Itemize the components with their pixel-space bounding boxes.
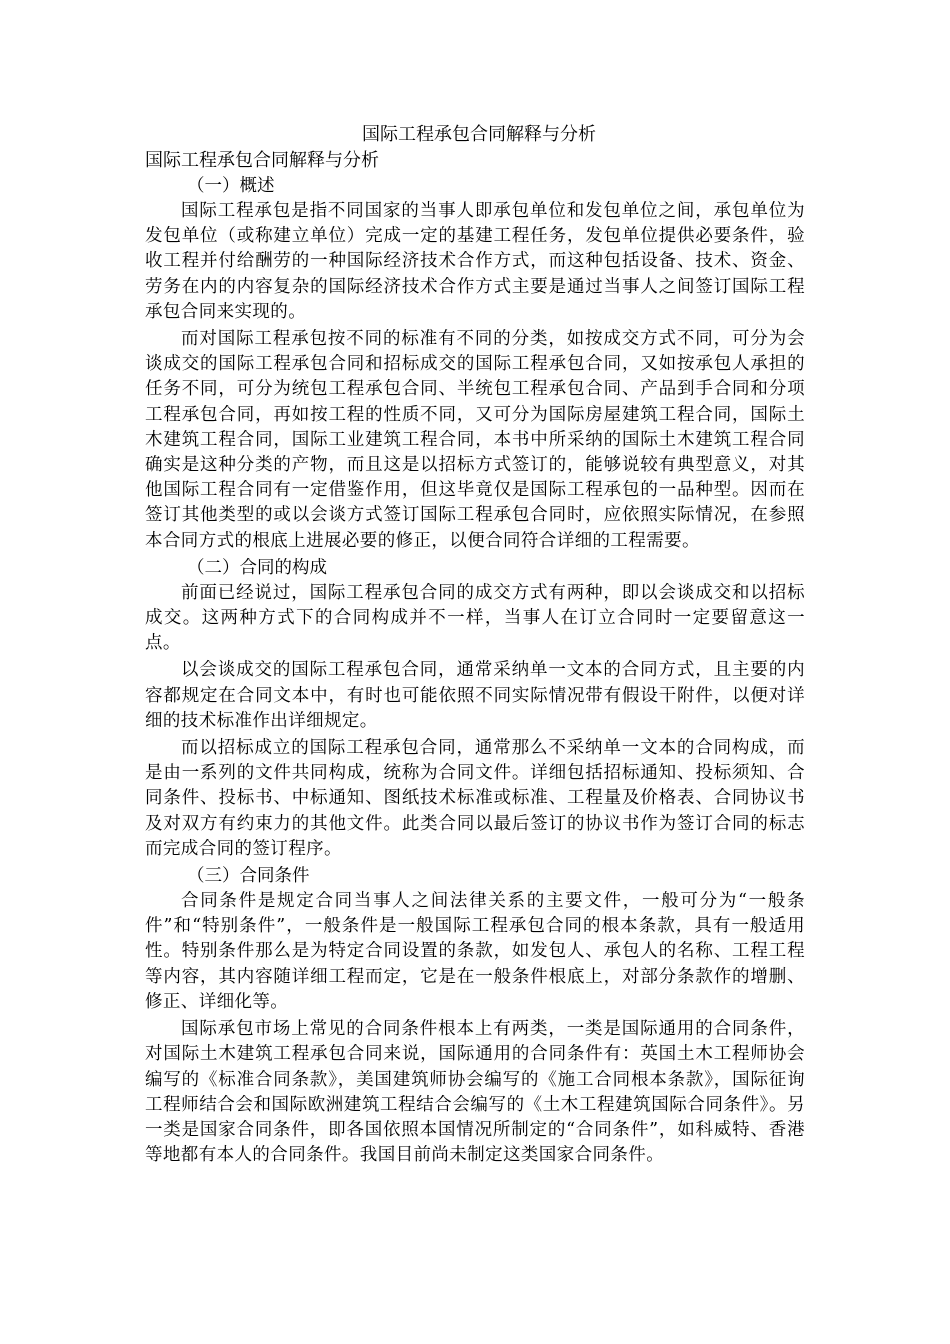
paragraph: 而以招标成立的国际工程承包合同，通常那么不采纳单一文本的合同构成，而是由一系列的文件共同构成，统称为合同文件。详细包括招标通知、投标须知、合同条件、投标书、中标通知、图纸技术标准或标准、工程量及价格表、合同协议书及对双方有约束力的其他文件。此类合同以最后签订的协议书作为签订合同的标志而完成合同的签订程序。 <box>145 738 805 859</box>
paragraph: 前面已经说过，国际工程承包合同的成交方式有两种，即以会谈成交和以招标成交。这两种方式下的合同构成并不一样，当事人在订立合同时一定要留意这一点。 <box>145 582 805 654</box>
document-page <box>145 122 805 1170</box>
section-heading: （三）合同条件 <box>187 866 310 887</box>
paragraph: 而对国际工程承包按不同的标准有不同的分类，如按成交方式不同，可分为会谈成交的国际工程承包合同和招标成交的国际工程承包合同，又如按承包人承担的任务不同，可分为统包工程承包合同、半统包工程承包合同、产品到手合同和分项工程承包合同，再如按工程的性质不同，又可分为国际房屋建筑工程合同，国际土木建筑工程合同，国际工业建筑工程合同，本书中所采纳的国际土木建筑工程合同确实是这种分类的产物，而且这是以招标方式签订的，能够说较有典型意义，对其他国际工程合同有一定借鉴作用，但这毕竟仅是国际工程承包的一品种型。因而在签订其他类型的或以会谈方式签订国际工程承包合同时，应依照实际情况，在参照本合同方式的根底上进展必要的修正，以便合同符合详细的工程需要。 <box>145 329 805 551</box>
paragraph: 合同条件是规定合同当事人之间法律关系的主要文件，一般可分为“一般条件”和“特别条件”，一般条件是一般国际工程承包合同的根本条款，具有一般适用性。特别条件那么是为特定合同设置的条款，如发包人、承包人的名称、工程工程等内容，其内容随详细工程而定，它是在一般条件根底上，对部分条款作的增删、修正、详细化等。 <box>145 891 805 1012</box>
document-subtitle: 国际工程承包合同解释与分析 <box>145 150 379 171</box>
section-heading: （二）合同的构成 <box>187 557 327 578</box>
paragraph: 国际承包市场上常见的合同条件根本上有两类，一类是国际通用的合同条件，对国际土木建筑工程承包合同来说，国际通用的合同条件有：英国土木工程师协会编写的《标准合同条款》，美国建筑师协会编写的《施工合同根本条款》，国际征询工程师结合会和国际欧洲建筑工程结合会编写的《土木工程建筑国际合同条件》。另一类是国家合同条件，即各国依照本国情况所制定的“合同条件”，如科威特、香港等地都有本人的合同条件。我国目前尚未制定这类国家合同条件。 <box>145 1019 805 1166</box>
section-overview <box>145 174 805 554</box>
paragraph: 国际工程承包是指不同国家的当事人即承包单位和发包单位之间，承包单位为发包单位（或称建立单位）完成一定的基建工程任务，发包单位提供必要条件，验收工程并付给酬劳的一种国际经济技术合作方式，而这种包括设备、技术、资金、劳务在内的内容复杂的国际经济技术合作方式主要是通过当事人之间签订国际工程承包合同来实现的。 <box>145 201 805 322</box>
section-contract-conditions <box>145 864 805 1168</box>
section-heading: （一）概述 <box>187 176 275 196</box>
paragraph: 以会谈成交的国际工程承包合同，通常采纳单一文本的合同方式，且主要的内容都规定在合同文本中，有时也可能依照不同实际情况带有假设干附件，以便对详细的技术标准作出详细规定。 <box>145 660 805 731</box>
document-title: 国际工程承包合同解释与分析 <box>362 124 596 145</box>
section-contract-composition <box>145 556 805 862</box>
